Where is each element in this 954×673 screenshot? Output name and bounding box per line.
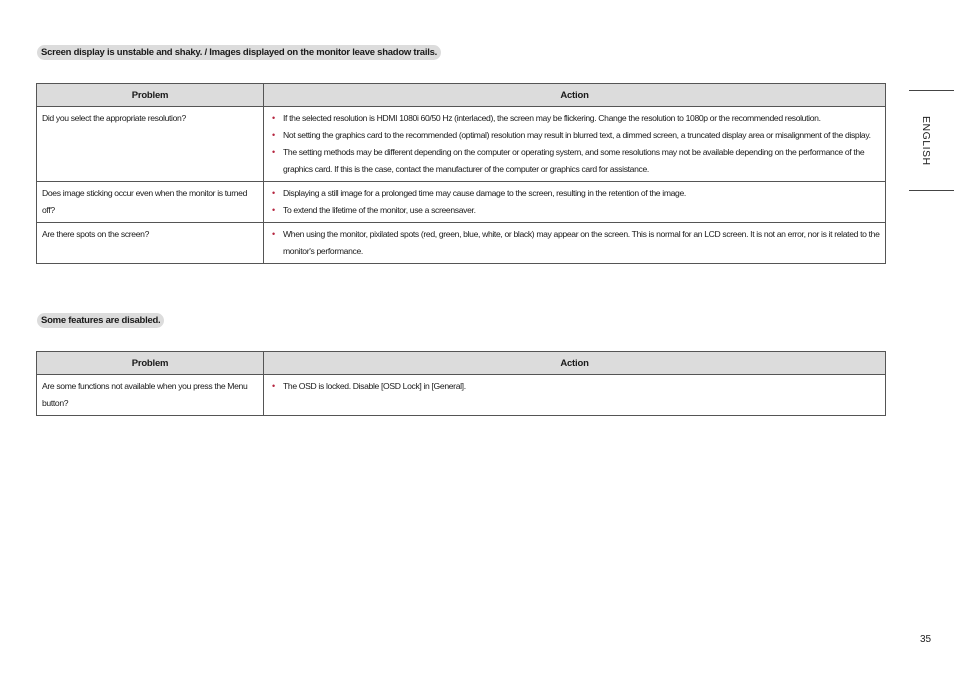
problem-cell: Are there spots on the screen? — [37, 223, 264, 264]
column-header-problem: Problem — [37, 84, 264, 107]
side-tab-top-rule — [909, 90, 954, 91]
problem-cell: Does image sticking occur even when the monitor is turned off? — [37, 182, 264, 223]
action-cell — [264, 107, 886, 182]
troubleshooting-table-display — [36, 83, 886, 264]
section-title-features-disabled: Some features are disabled. — [37, 313, 164, 328]
action-item: • If the selected resolution is HDMI 1080i 60/50 Hz (interlaced), the screen may be flickering. Change the resolution to 1080p or the recommended resolution. — [277, 110, 880, 127]
table-row — [37, 182, 886, 223]
table-header-row — [37, 84, 886, 107]
column-header-problem: Problem — [37, 352, 264, 375]
action-list — [269, 378, 880, 395]
side-tab-bottom-rule — [909, 190, 954, 191]
problem-cell: Did you select the appropriate resolution? — [37, 107, 264, 182]
column-header-action: Action — [264, 352, 886, 375]
action-cell — [264, 375, 886, 416]
table-row — [37, 375, 886, 416]
action-item: • To extend the lifetime of the monitor, use a screensaver. — [277, 202, 880, 219]
action-cell — [264, 223, 886, 264]
action-list — [269, 185, 880, 219]
table-row — [37, 223, 886, 264]
action-item: • The setting methods may be different depending on the computer or operating system, and some resolutions may not be available depending on the performance of the graphics card. If this is the case, contact the manufacturer of the computer or graphics card for assistance. — [277, 144, 880, 178]
column-header-action: Action — [264, 84, 886, 107]
page-number: 35 — [920, 634, 932, 645]
table-header-row — [37, 352, 886, 375]
action-item: • Not setting the graphics card to the recommended (optimal) resolution may result in blurred text, a dimmed screen, a truncated display area or misalignment of the display. — [277, 127, 880, 144]
action-list — [269, 110, 880, 178]
troubleshooting-table-features — [36, 351, 886, 416]
action-item: • The OSD is locked. Disable [OSD Lock] in [General]. — [277, 378, 880, 395]
language-side-tab: ENGLISH — [920, 116, 932, 166]
problem-cell: Are some functions not available when you press the Menu button? — [37, 375, 264, 416]
action-list — [269, 226, 880, 260]
action-item: • Displaying a still image for a prolonged time may cause damage to the screen, resulting in the retention of the image. — [277, 185, 880, 202]
action-cell — [264, 182, 886, 223]
action-item: • When using the monitor, pixilated spots (red, green, blue, white, or black) may appear on the screen. This is normal for an LCD screen. It is not an error, nor is it related to the monitor's performance. — [277, 226, 880, 260]
table-row — [37, 107, 886, 182]
section-title-unstable-display: Screen display is unstable and shaky. / Images displayed on the monitor leave shadow trails. — [37, 45, 441, 60]
